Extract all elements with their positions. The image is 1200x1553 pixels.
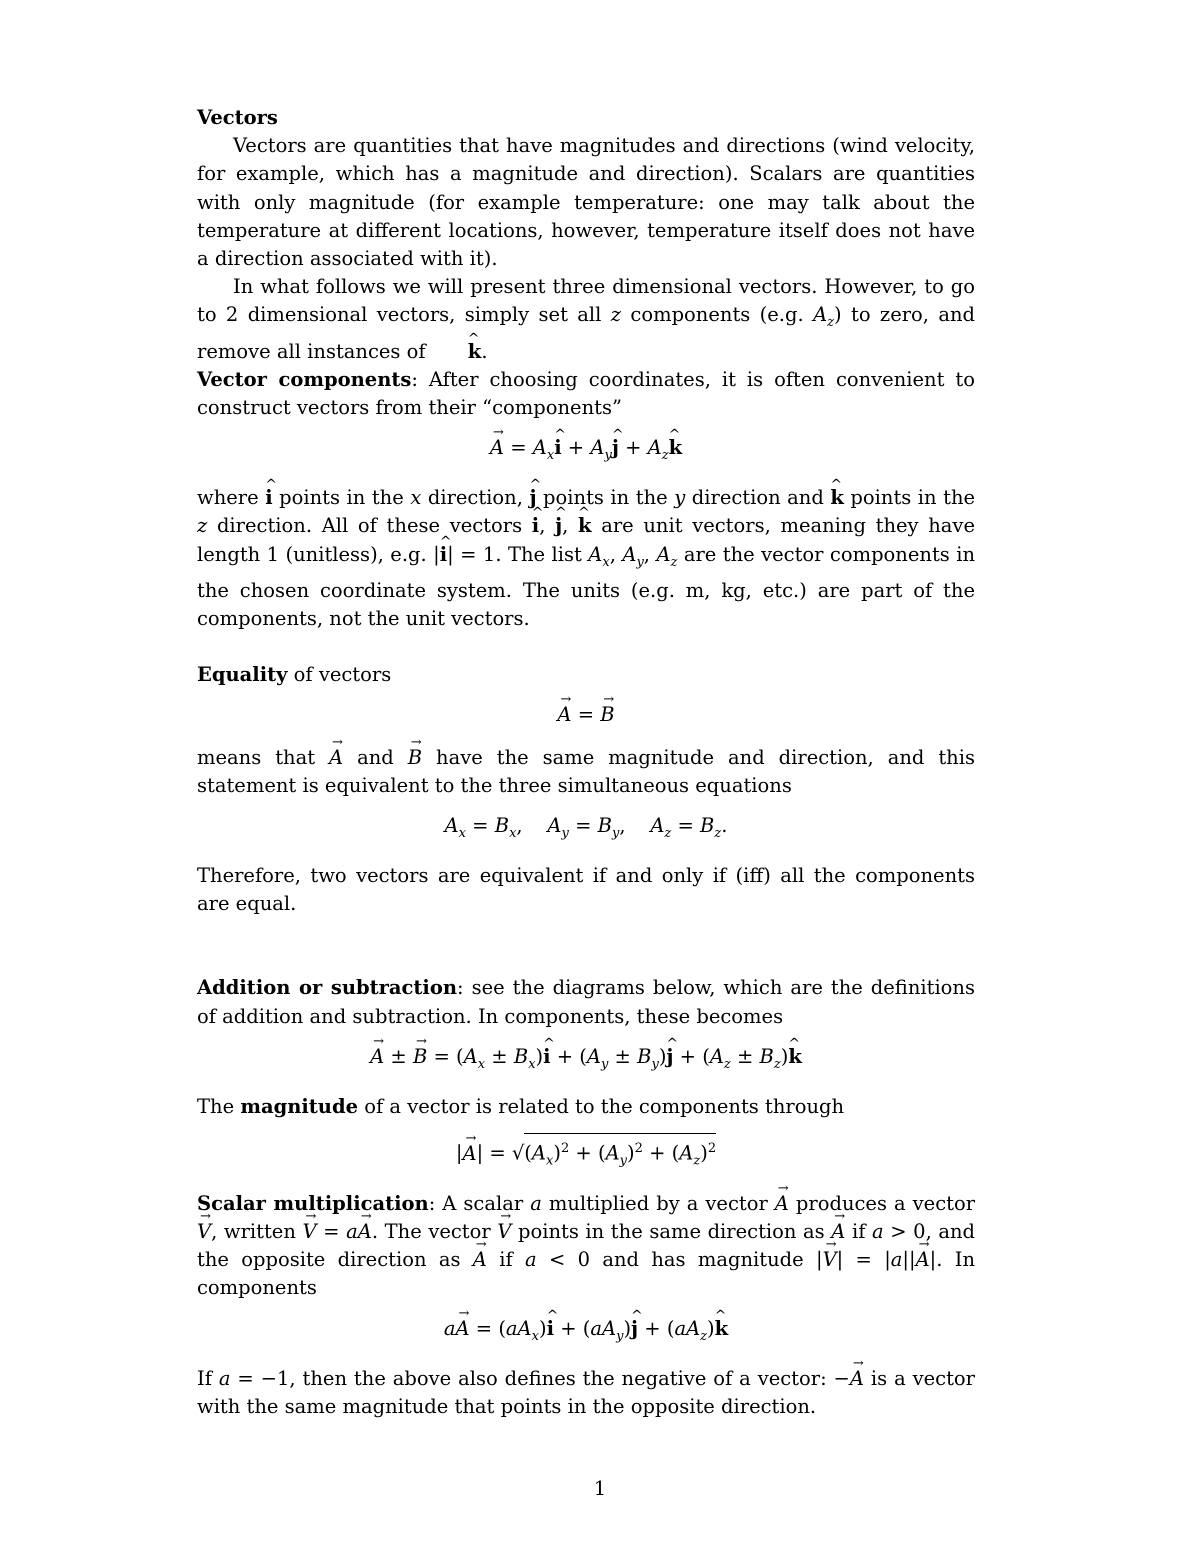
equality-heading: Equality of vectors <box>197 663 392 687</box>
equation-magnitude: |→ $A| = √(A_x)^2 + (A_y)^2 + (A_z)^2$ <box>197 1133 975 1176</box>
equation-addition: → A ± → $B = (A_x$ ± $B_x)\^{}$ $i + (A_y$ ± $B_y)\^{}$ $j + (A_z$ ± $B_z)\^{}$ k <box>197 1043 975 1079</box>
document-page <box>197 104 975 1421</box>
negative-vector-paragraph: If a = −1, then the above also defines the negative of a vector: −→ A is a vector with the same magnitude that points in the opposite direction. <box>197 1365 975 1421</box>
equation-components: → $A = A_x\^{}$ $i + A_y\^{}$ $j + A_z\^{}$ k <box>197 434 975 470</box>
scalar-paragraph: Scalar multiplication: A scalar a multiplied by a vector → A produces a vector → V, written → V = a→ A. The vector → V points in the same direction as → A if a > 0, and the opposite direction as → A if a < 0 and has magnitude |→ V| = |a||→ A|. In components <box>197 1190 975 1303</box>
components-explanation: where ^ i points in the x direction, ^ j points in the y direction and ^ k points in the z direction. All of these vectors ^ i, ^ j, ^ k are unit vectors, meaning they have length 1 (unitless), e.g. |^ i| = 1. The list $A_x$, $A_y$, $A_z$ are the vector components in the chosen coordinate system. The units (e.g. m, kg, etc.) are part of the components, not the unit vectors. <box>197 484 975 633</box>
magnitude-paragraph: The magnitude of a vector is related to the components through <box>197 1094 845 1118</box>
equality-conclusion: Therefore, two vectors are equivalent if and only if (iff) all the components are equal. <box>197 864 975 916</box>
vectors-paragraph-2: In what follows we will present three dimensional vectors. However, to go to 2 dimensional vectors, simply set all z components (e.g. $A_z$) to zero, and remove all instances of ^ k. <box>197 273 975 366</box>
vectors-paragraph-1: Vectors are quantities that have magnitudes and directions (wind velocity, for example, which has a magnitude and direction). Scalars are quantities with only magnitude (for example temperature: one may talk about the temperature at different locations, however, temperature itself does not have a direction associated with it). <box>197 134 975 271</box>
addition-paragraph: Addition or subtraction: see the diagrams below, which are the definitions of addition and subtraction. In components, these becomes <box>197 976 975 1028</box>
components-paragraph: Vector components: After choosing coordinates, it is often convenient to construct vectors from their “components” <box>197 367 975 419</box>
equation-scalar: $a\to A = (aA_x)\^{}$ $i + (aA_y)\^{}$ $j + (aA_z)\^{}$ k <box>197 1315 975 1351</box>
equation-equality: → A = → B <box>197 701 975 729</box>
equality-explanation: means that → A and → B have the same magnitude and direction, and this statement is equivalent to the three simultaneous equations <box>197 744 975 800</box>
section-heading-vectors: Vectors <box>197 106 278 129</box>
page-number: 1 <box>593 1477 607 1500</box>
equation-equality-components: $A_x = B_x$, $A_y = B_y$, $A_z = B_z$. <box>444 813 728 841</box>
